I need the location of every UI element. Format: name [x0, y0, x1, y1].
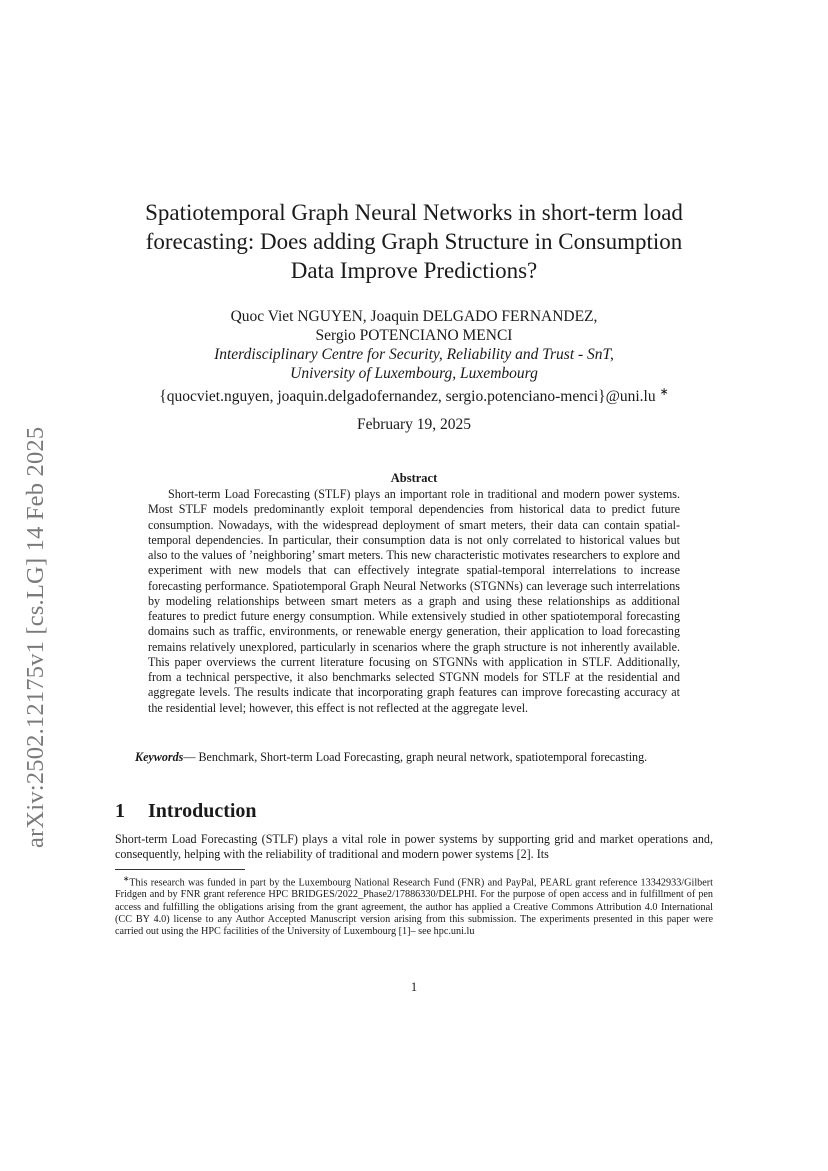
footnote-divider [115, 869, 245, 870]
affiliation: University of Luxembourg, Luxembourg [290, 365, 538, 382]
page-number: 1 [410, 980, 418, 994]
section-title: Introduction [148, 800, 257, 822]
introduction-paragraph: Short-term Load Forecasting (STLF) plays a vital role in power systems by supporting grid and market operations and, consequently, helping with the reliability of traditional and modern power systems [2]. Its [115, 832, 713, 862]
affiliation: Interdisciplinary Centre for Security, Reliability and Trust - SnT, [214, 346, 614, 363]
paper-title [100, 198, 728, 285]
title-line: forecasting: Does adding Graph Structure in Consumption [145, 229, 683, 254]
section-number: 1 [115, 800, 125, 822]
author-emails-line [100, 383, 728, 406]
publication-date: February 19, 2025 [356, 416, 472, 433]
arxiv-identifier-stamp: arXiv:2502.12175v1 [cs.LG] 14 Feb 2025 [22, 426, 49, 848]
title-line: Spatiotemporal Graph Neural Networks in short-term load [145, 200, 683, 225]
author-names: Quoc Viet NGUYEN, Joaquin DELGADO FERNANDEZ, [230, 308, 598, 325]
abstract-text: Short-term Load Forecasting (STLF) plays an important role in traditional and modern power systems. Most STLF models predominantly exploit temporal dependencies from historical data to predict future consumption. Nowadays, with the widespread deployment of smart meters, their data can contain spatial-temporal dependencies. In particular, their consumption data is not only correlated to historical values but also to the values of ’neighboring’ smart meters. This new characteristic motivates researchers to explore and experiment with new models that can effectively integrate spatial-temporal interrelations to increase forecasting performance. Spatiotemporal Graph Neural Networks (STGNNs) can leverage such interrelations by modeling relationships between smart meters as a graph and using these relationships as additional features to predict future energy consumption. While extensively studied in other spatiotemporal forecasting domains such as traffic, environments, or renewable energy generation, their application to load forecasting remains relatively unexplored, particularly in scenarios where the graph structure is not inherently available. This paper overviews the current literature focusing on STGNNs with application in STLF. Additionally, from a technical perspective, it also benchmarks selected STGNN models for STLF at the residential and aggregate levels. The results indicate that incorporating graph features can improve forecasting accuracy at the residential level; however, this effect is not reflected at the aggregate level. [148, 487, 680, 715]
footnote [115, 873, 713, 938]
keywords [115, 750, 713, 765]
abstract-heading: Abstract [390, 471, 438, 485]
footnote-marker[interactable]: ∗ [659, 386, 669, 398]
title-line: Data Improve Predictions? [290, 258, 538, 283]
section-heading [115, 800, 257, 823]
author-emails: {quocviet.nguyen, joaquin.delgadofernandez, sergio.potenciano-menci}@uni.lu [159, 388, 656, 406]
footnote-text: This research was funded in part by the Luxembourg National Research Fund (FNR) and PayPal, PEARL grant reference 13342933/Gilbert Fridgen and by FNR grant reference HPC BRIDGES/2022_Phase2/17886330/DELPHI. For the purpose of open access and in fulfillment of pen access and fulfilling the obligations arising from the grant agreement, the author has applied a Creative Commons Attribution 4.0 International (CC BY 4.0) license to any Author Accepted Manuscript version arising from this submission. The experiments presented in this paper were carried out using the HPC facilities of the University of Luxembourg [1]– see hpc.uni.lu [115, 877, 713, 937]
footnote-mark: ∗ [123, 874, 130, 883]
keywords-text: — Benchmark, Short-term Load Forecasting, graph neural network, spatiotemporal forecasting. [183, 750, 648, 764]
keywords-label: Keywords [135, 750, 184, 764]
author-names: Sergio POTENCIANO MENCI [315, 327, 513, 344]
author-block [100, 307, 728, 406]
